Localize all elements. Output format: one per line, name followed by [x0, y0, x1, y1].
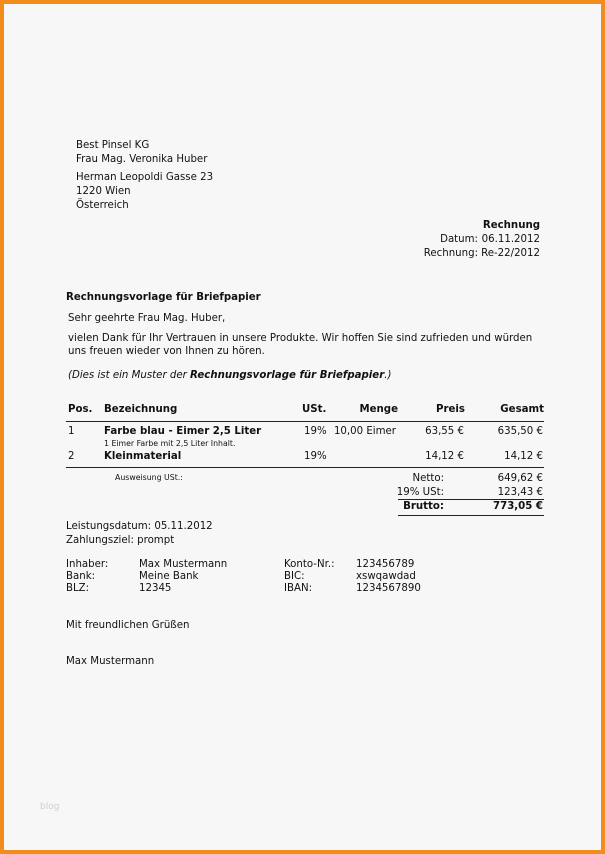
vat-label: 19% USt:	[396, 487, 444, 498]
account-value: 123456789	[356, 559, 415, 570]
vat-value: 123,43 €	[497, 487, 543, 498]
net-label: Netto:	[412, 473, 444, 484]
sender-street: Herman Leopoldi Gasse 23	[76, 172, 214, 183]
bank-label: Bank:	[66, 571, 96, 582]
closing-name: Max Mustermann	[66, 656, 155, 667]
payment-term: Zahlungsziel: prompt	[66, 535, 175, 546]
col-header-qty: Menge	[359, 404, 398, 415]
col-header-pos: Pos.	[68, 404, 93, 415]
row-pos: 2	[68, 451, 75, 462]
table-header-rule	[66, 421, 544, 422]
table-bottom-rule	[66, 467, 544, 468]
holder-label: Inhaber:	[66, 559, 109, 570]
row-subdesc: 1 Eimer Farbe mit 2,5 Liter Inhalt.	[104, 439, 236, 448]
letter-note: (Dies ist ein Muster der Rechnungsvorlage für Briefpapier.)	[68, 370, 392, 381]
service-date: Leistungsdatum: 05.11.2012	[66, 521, 213, 532]
bank-value: Meine Bank	[139, 571, 199, 582]
row-price: 14,12 €	[425, 451, 464, 462]
row-price: 63,55 €	[425, 426, 464, 437]
bic-label: BIC:	[284, 571, 305, 582]
col-header-desc: Bezeichnung	[104, 404, 178, 415]
row-vat: 19%	[304, 426, 327, 437]
row-pos: 1	[68, 426, 75, 437]
sender-city: 1220 Wien	[76, 186, 131, 197]
invoice-date: 06.11.2012	[481, 234, 540, 245]
row-desc: Kleinmaterial	[104, 451, 182, 462]
row-qty: 10,00 Eimer	[333, 426, 396, 437]
vat-breakdown-label: Ausweisung USt.:	[115, 473, 183, 482]
letter-subject: Rechnungsvorlage für Briefpapier	[66, 292, 261, 303]
iban-label: IBAN:	[284, 583, 313, 594]
row-total: 14,12 €	[504, 451, 543, 462]
invoice-number-label: Rechnung:	[423, 248, 478, 259]
blz-label: BLZ:	[66, 583, 90, 594]
row-desc: Farbe blau - Eimer 2,5 Liter	[104, 426, 262, 437]
account-label: Konto-Nr.:	[284, 559, 335, 570]
letter-body-line1: vielen Dank für Ihr Vertrauen in unsere Produkte. Wir hoffen Sie sind zufrieden und würden	[68, 333, 533, 344]
gross-value: 773,05 €	[493, 501, 543, 512]
letter-body-line2: uns freuen wieder von Ihnen zu hören.	[68, 346, 265, 357]
sender-contact: Frau Mag. Veronika Huber	[76, 154, 208, 165]
totals-bottom-rule	[398, 515, 544, 516]
invoice-date-label: Datum:	[440, 234, 478, 245]
invoice-heading: Rechnung	[482, 220, 540, 231]
row-vat: 19%	[304, 451, 327, 462]
iban-value: 1234567890	[356, 583, 421, 594]
gross-label: Brutto:	[403, 501, 444, 512]
col-header-total: Gesamt	[500, 404, 544, 415]
col-header-price: Preis	[436, 404, 465, 415]
sender-company: Best Pinsel KG	[76, 140, 150, 151]
col-header-vat: USt.	[302, 404, 327, 415]
blz-value: 12345	[139, 583, 172, 594]
closing-greeting: Mit freundlichen Grüßen	[66, 620, 190, 631]
watermark: blog	[40, 802, 60, 812]
holder-value: Max Mustermann	[139, 559, 228, 570]
row-total: 635,50 €	[497, 426, 543, 437]
invoice-number: Re-22/2012	[481, 248, 540, 259]
net-value: 649,62 €	[497, 473, 543, 484]
sender-country: Österreich	[76, 200, 129, 211]
letter-salutation: Sehr geehrte Frau Mag. Huber,	[68, 313, 226, 324]
bic-value: xswqawdad	[356, 571, 416, 582]
